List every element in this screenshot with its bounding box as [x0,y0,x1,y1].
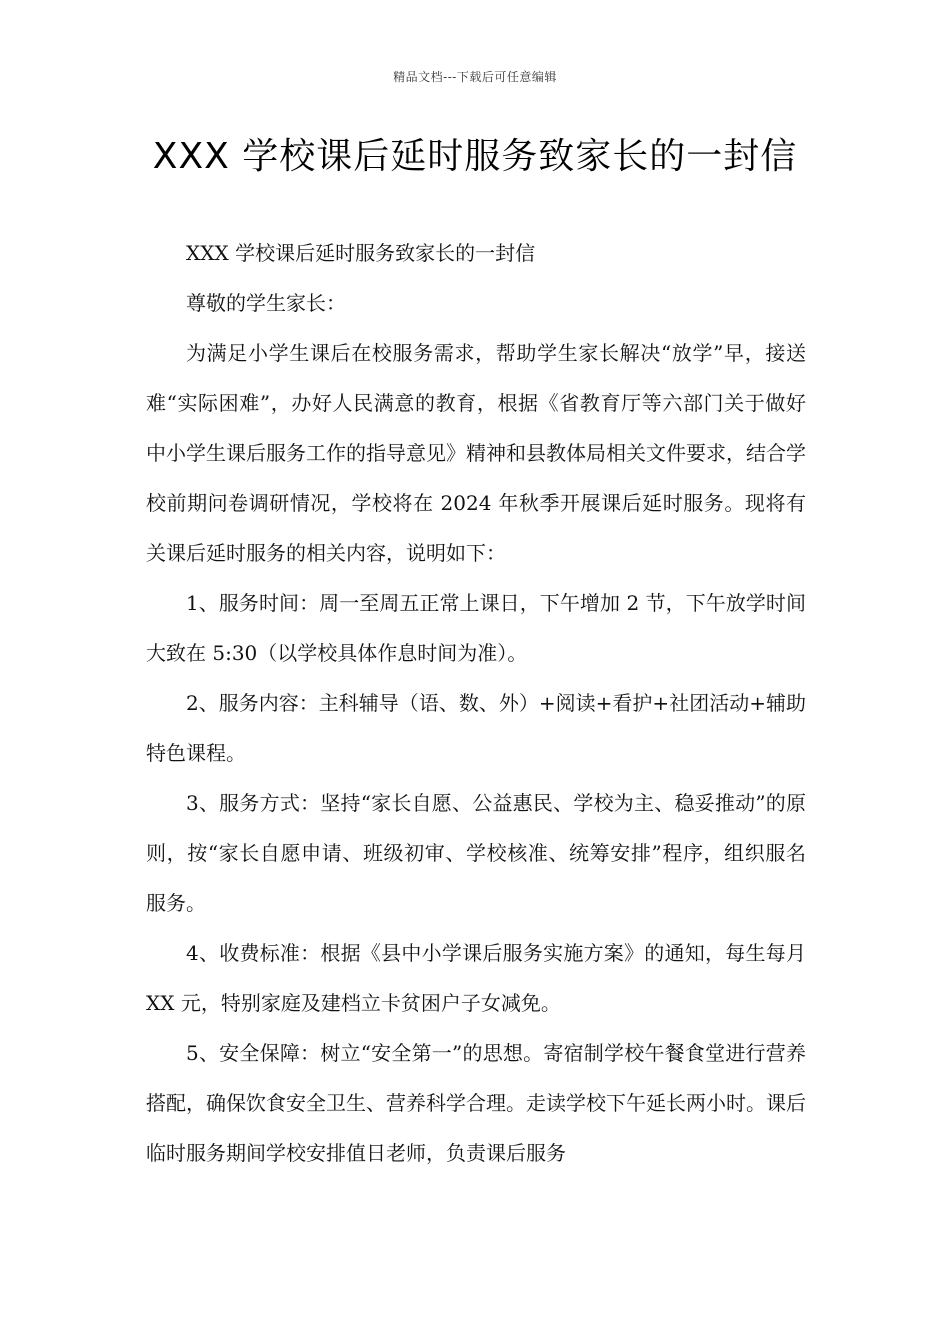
paragraph-service-time: 1、服务时间：周一至周五正常上课日，下午增加 2 节，下午放学时间大致在 5:30（以学校具体作息时间为准）。 [146,591,806,665]
paragraph-service-content: 2、服务内容：主科辅导（语、数、外）+阅读+看护+社团活动+辅助特色课程。 [146,691,806,765]
document-body [146,228,806,1178]
paragraph-service-method: 3、服务方式：坚持“家长自愿、公益惠民、学校为主、稳妥推动”的原则，按“家长自愿申请、班级初审、学校核准、统筹安排”程序，组织服名服务。 [146,791,806,915]
paragraph-intro: 为满足小学生课后在校服务需求，帮助学生家长解决“放学”早，接送难“实际困难”，办好人民满意的教育，根据《省教育厅等六部门关于做好中小学生课后服务工作的指导意见》精神和县教体局相关文件要求，结合学校前期问卷调研情况，学校将在 2024 年秋季开展课后延时服务。现将有关课后延时服务的相关内容，说明如下： [146,341,806,565]
header-note: 精品文档---下载后可任意编辑 [393,70,557,84]
paragraph-fee-standard: 4、收费标准：根据《县中小学课后服务实施方案》的通知，每生每月 XX 元，特别家庭及建档立卡贫困户子女减免。 [146,941,806,1015]
paragraph-repeat-title: XXX 学校课后延时服务致家长的一封信 [186,241,536,265]
paragraph-safety: 5、安全保障：树立“安全第一”的思想。寄宿制学校午餐食堂进行营养搭配，确保饮食安全卫生、营养科学合理。走读学校下午延长两小时。课后临时服务期间学校安排值日老师，负责课后服务 [146,1041,806,1165]
paragraph-salutation: 尊敬的学生家长： [186,291,346,315]
document-title: XXX 学校课后延时服务致家长的一封信 [152,136,798,177]
